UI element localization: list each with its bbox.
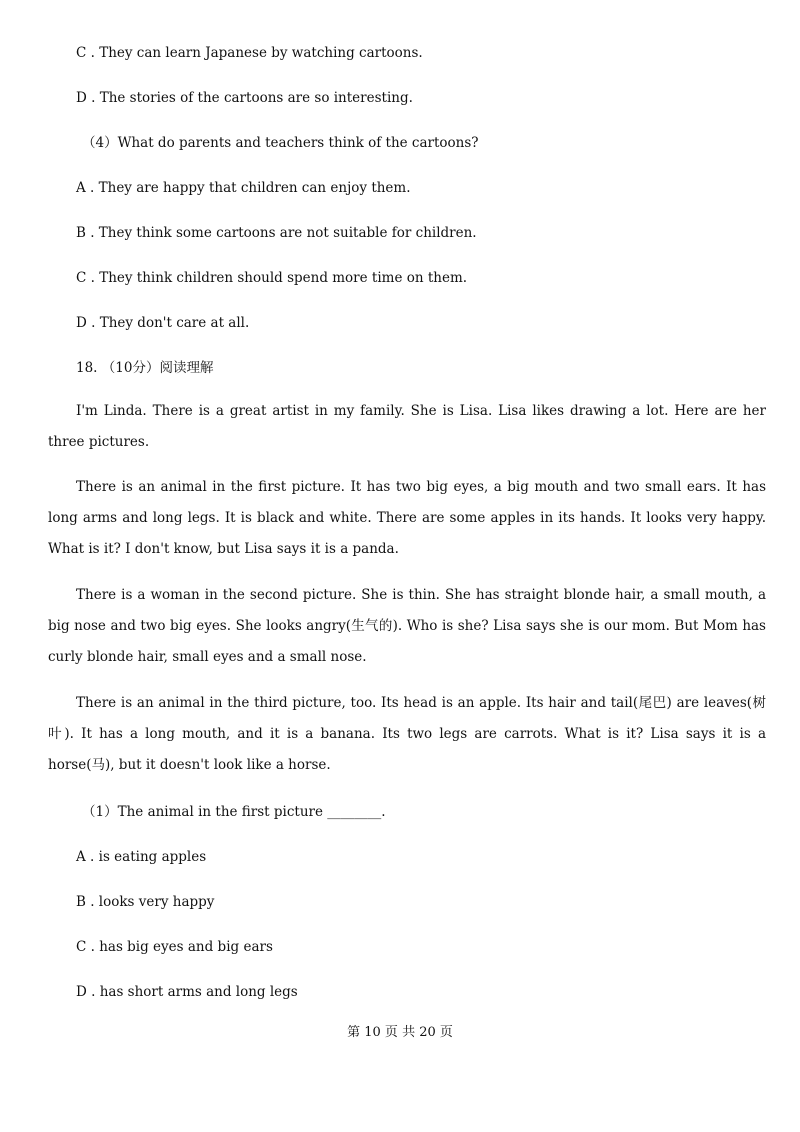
option-d: D . The stories of the cartoons are so interesting.: [76, 90, 413, 106]
question-18-heading: 18. （10分）阅读理解: [76, 360, 214, 376]
page-footer: 第 10 页 共 20 页: [347, 1025, 453, 1040]
option-c: C . They can learn Japanese by watching cartoons.: [76, 45, 423, 61]
q4-option-b: B . They think some cartoons are not suitable for children.: [76, 225, 477, 241]
q4-option-a: A . They are happy that children can enjoy them.: [76, 180, 411, 196]
q1-option-d: D . has short arms and long legs: [76, 984, 298, 1000]
q4-option-d: D . They don't care at all.: [76, 315, 250, 331]
q1-option-a: A . is eating apples: [76, 849, 207, 865]
passage-paragraph: I'm Linda. There is a great artist in my family. She is Lisa. Lisa likes drawing a lot. Here are her three pictures.: [48, 403, 766, 450]
passage-paragraph: There is a woman in the second picture. She is thin. She has straight blonde hair, a small mouth, a big nose and two big eyes. She looks angry(生气的). Who is she? Lisa says she is our mom. But Mom has curly blonde hair, small eyes and a small nose.: [48, 587, 766, 665]
q1-option-b: B . looks very happy: [76, 894, 215, 910]
passage-paragraph: There is an animal in the first picture. It has two big eyes, a big mouth and two small ears. It has long arms and long legs. It is black and white. There are some apples in its hands. It looks very happy. What is it? I don't know, but Lisa says it is a panda.: [48, 479, 766, 557]
question-1-stem: （1）The animal in the first picture ________.: [82, 804, 386, 820]
q4-option-c: C . They think children should spend more time on them.: [76, 270, 468, 286]
passage-paragraph: There is an animal in the third picture, too. Its head is an apple. Its hair and tail(尾巴) are leaves(树叶). It has a long mouth, and it is a banana. Its two legs are carrots. What is it? Lisa says it is a horse(马), but it doesn't look like a horse.: [48, 695, 766, 773]
q1-option-c: C . has big eyes and big ears: [76, 939, 273, 955]
question-4-stem: （4）What do parents and teachers think of the cartoons?: [82, 135, 479, 151]
